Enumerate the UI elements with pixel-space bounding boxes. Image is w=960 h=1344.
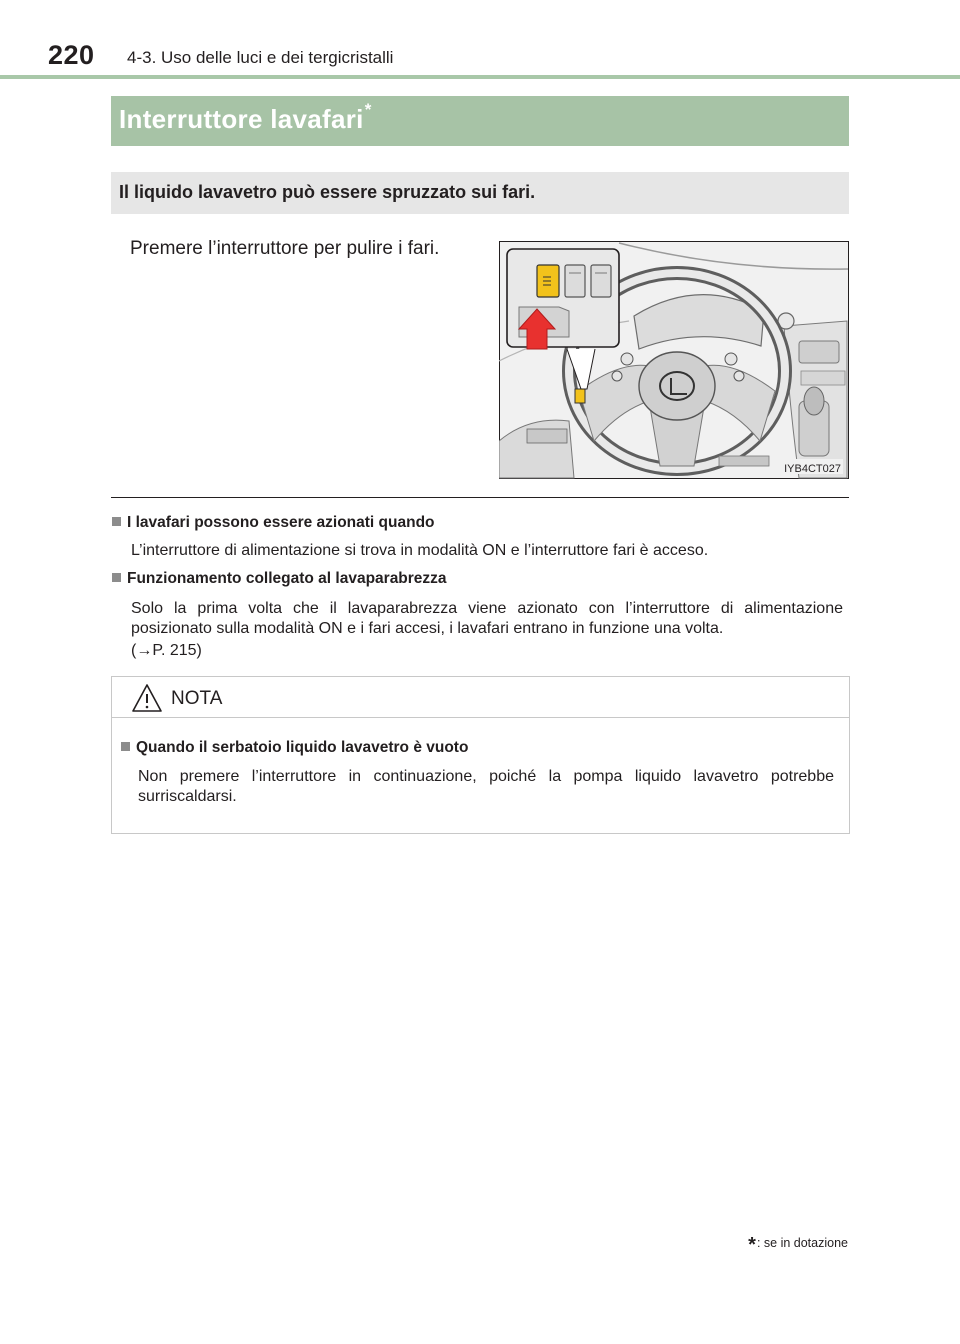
note-body-linked: Solo la prima volta che il lavaparabrezza viene azionato con l’interruttore di alimentazione posizionato sulla modalità ON e i fari accesi, i lavafari entrano in funzione una volta. — [131, 600, 843, 637]
bullet-square-icon — [121, 742, 130, 751]
dashboard-drawing — [499, 241, 849, 479]
nota-header — [112, 677, 849, 718]
bullet-square-icon — [112, 517, 121, 526]
note-heading-activation-text: I lavafari possono essere azionati quando — [127, 514, 435, 531]
summary-bar — [111, 172, 849, 214]
nota-heading — [121, 739, 468, 757]
instruction-text: Premere l’interruttore per pulire i fari. — [130, 238, 440, 259]
running-header: 4-3. Uso delle luci e dei tergicristalli — [127, 48, 394, 67]
page-reference: (→P. 215) — [131, 642, 202, 659]
footnote — [748, 1230, 848, 1256]
note-heading-activation — [112, 514, 435, 532]
nota-box — [111, 676, 850, 834]
section-divider — [111, 497, 849, 498]
optional-marker: * — [364, 100, 372, 119]
header-rule — [0, 75, 960, 79]
footnote-text: : se in dotazione — [756, 1236, 848, 1250]
section-title — [119, 100, 372, 135]
note-heading-linked-text: Funzionamento collegato al lavaparabrezza — [127, 570, 447, 587]
page-number: 220 — [48, 40, 95, 70]
nota-heading-text: Quando il serbatoio liquido lavavetro è vuoto — [136, 739, 469, 756]
section-title-text: Interruttore lavafari — [119, 104, 364, 134]
footnote-marker: * — [748, 1234, 756, 1256]
note-heading-linked — [112, 570, 447, 588]
summary-text: Il liquido lavavetro può essere spruzzato sui fari. — [119, 182, 536, 202]
illustration-code: IYB4CT027 — [784, 463, 841, 475]
warning-triangle-icon — [131, 683, 163, 713]
bullet-square-icon — [112, 573, 121, 582]
section-title-bar — [111, 96, 849, 146]
note-body-activation: L’interruttore di alimentazione si trova in modalità ON e l’interruttore fari è acceso. — [131, 542, 709, 559]
nota-title: NOTA — [171, 688, 223, 709]
dashboard-illustration — [499, 241, 849, 479]
nota-body: Non premere l’interruttore in continuazione, poiché la pompa liquido lavavetro potrebbe surriscaldarsi. — [138, 768, 834, 805]
